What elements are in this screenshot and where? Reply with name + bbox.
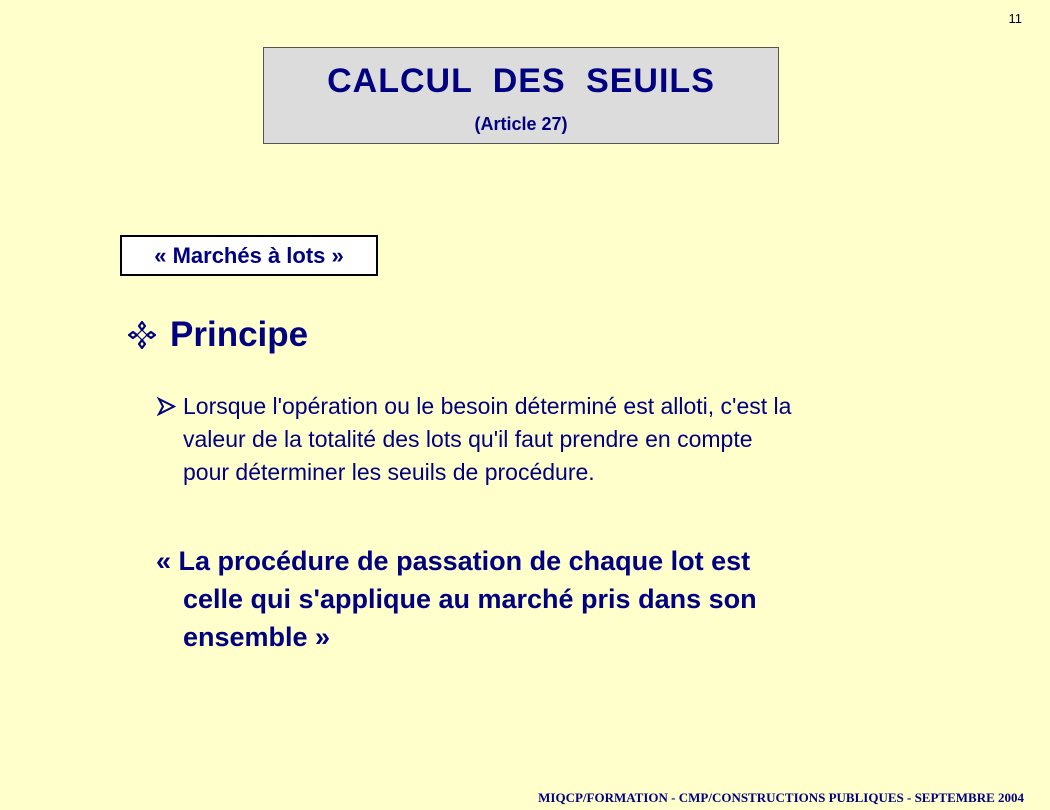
page-subtitle: (Article 27) xyxy=(474,114,568,134)
bullet-line: valeur de la totalité des lots qu'il faut prendre en compte xyxy=(183,426,753,452)
section-heading-label: Principe xyxy=(170,315,309,354)
quote-line: « La procédure de passation de chaque lot est xyxy=(156,546,751,576)
quote-line: celle qui s'applique au marché pris dans son xyxy=(183,584,757,614)
page-title: CALCUL DES SEUILS xyxy=(327,62,715,100)
footer-text: MIQCP/FORMATION - CMP/CONSTRUCTIONS PUBLIQUES - SEPTEMBRE 2004 xyxy=(538,790,1024,805)
quote-block xyxy=(156,542,757,656)
diamond-bullet-icon xyxy=(128,321,156,349)
section-heading xyxy=(128,315,308,355)
bullet-line: Lorsque l'opération ou le besoin déterminé est alloti, c'est la xyxy=(183,393,792,419)
bullet-line: pour déterminer les seuils de procédure. xyxy=(183,459,595,485)
page-number: 11 xyxy=(1008,11,1022,26)
bullet-item xyxy=(157,390,937,489)
title-box xyxy=(263,47,779,144)
quote-line: ensemble » xyxy=(183,622,331,652)
arrow-bullet-icon xyxy=(157,397,176,416)
topic-tag: « Marchés à lots » xyxy=(120,235,378,276)
